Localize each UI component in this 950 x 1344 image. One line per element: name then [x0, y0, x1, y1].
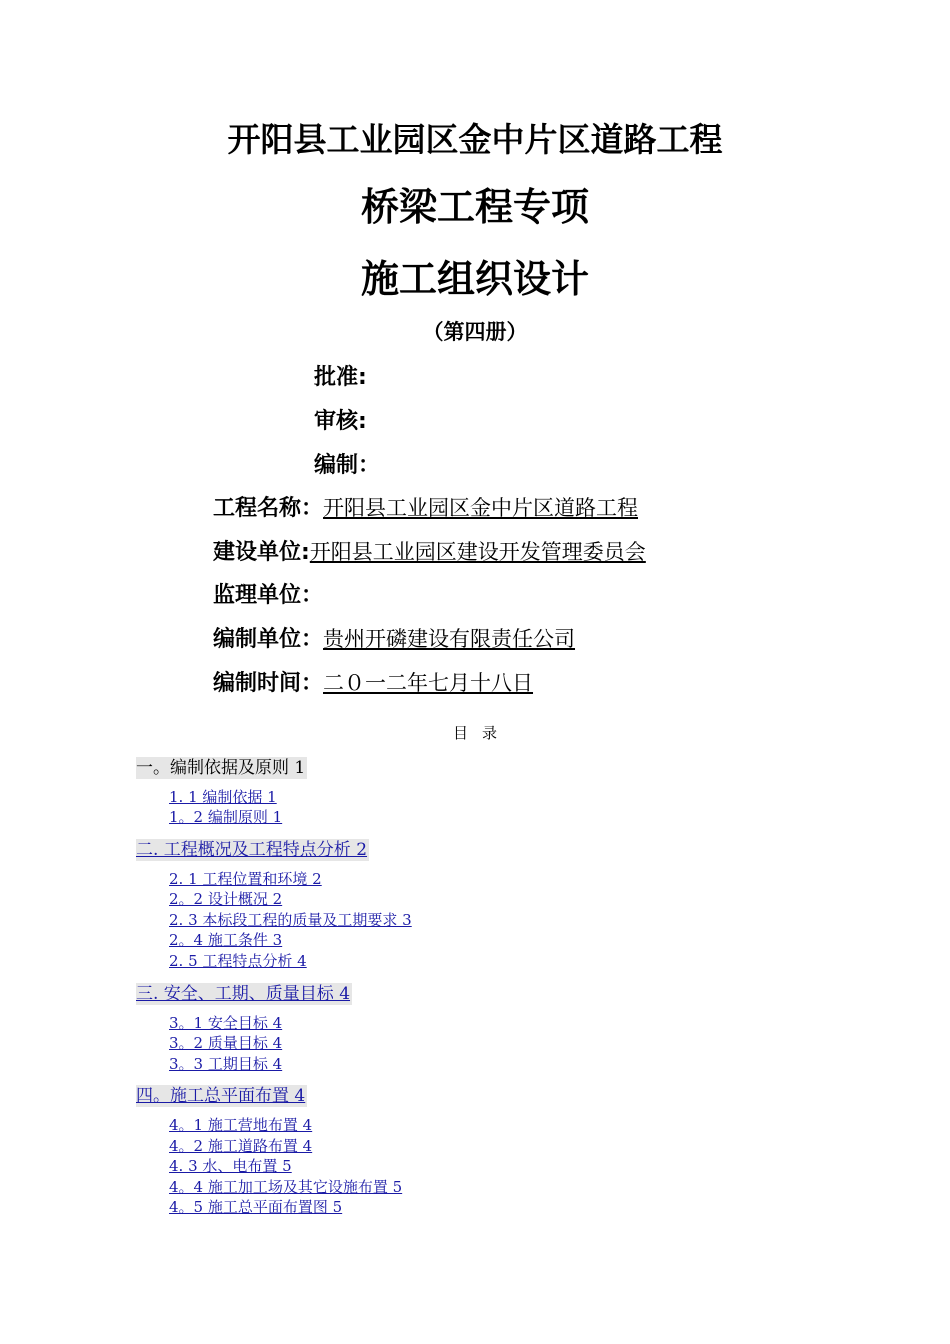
toc-item[interactable]: 1. 1 编制依据 1	[169, 788, 277, 806]
approve-label: 批准:	[314, 365, 367, 390]
toc-item[interactable]: 2。4 施工条件 3	[169, 931, 283, 949]
toc-section-1[interactable]: 一。编制依据及原则 1	[136, 758, 306, 778]
project-title: 开阳县工业园区金中片区道路工程	[227, 120, 723, 159]
review-label: 审核:	[314, 409, 367, 434]
compile-label: 编制：	[314, 453, 381, 478]
toc-title: 目录	[452, 724, 511, 742]
info-value: 开阳县工业园区金中片区道路工程	[323, 496, 639, 520]
toc-item[interactable]: 2. 3 本标段工程的质量及工期要求 3	[169, 911, 412, 929]
info-label: 工程名称：	[213, 496, 324, 521]
toc-item[interactable]: 1。2 编制原则 1	[169, 808, 283, 826]
info-row-supervisor	[213, 578, 323, 609]
toc-item[interactable]: 4。1 施工营地布置 4	[169, 1116, 313, 1134]
toc-item[interactable]: 4。5 施工总平面布置图 5	[169, 1198, 343, 1216]
info-row-project-name	[213, 491, 638, 522]
info-label: 编制时间：	[213, 671, 324, 696]
toc-item[interactable]: 2. 1 工程位置和环境 2	[169, 870, 322, 888]
toc-item[interactable]: 4。2 施工道路布置 4	[169, 1137, 313, 1155]
info-label: 监理单位：	[213, 583, 324, 608]
info-value: 开阳县工业园区建设开发管理委员会	[309, 540, 646, 564]
toc-item[interactable]: 2。2 设计概况 2	[169, 890, 283, 908]
info-value: 贵州开磷建设有限责任公司	[323, 627, 576, 651]
toc-item[interactable]: 4。4 施工加工场及其它设施布置 5	[169, 1178, 403, 1196]
toc-section-2[interactable]: 二. 工程概况及工程特点分析 2	[136, 840, 368, 860]
document-subtitle: 桥梁工程专项	[360, 185, 589, 229]
info-row-owner	[213, 535, 646, 566]
volume-label: （第四册）	[422, 320, 528, 344]
toc-item[interactable]: 3。1 安全目标 4	[169, 1014, 283, 1032]
toc-item[interactable]: 3。2 质量目标 4	[169, 1034, 283, 1052]
toc-item[interactable]: 3。3 工期目标 4	[169, 1055, 283, 1073]
document-type-title: 施工组织设计	[360, 257, 589, 301]
toc-section-3[interactable]: 三. 安全、工期、质量目标 4	[136, 984, 351, 1004]
toc-item[interactable]: 2. 5 工程特点分析 4	[169, 952, 307, 970]
info-label: 编制单位：	[213, 627, 324, 652]
info-row-compiler-unit	[213, 622, 575, 653]
toc-section-4[interactable]: 四。施工总平面布置 4	[136, 1086, 306, 1106]
info-label: 建设单位:	[213, 540, 310, 565]
info-row-compile-date	[213, 666, 533, 697]
info-value: 二０一二年七月十八日	[323, 671, 534, 695]
toc-item[interactable]: 4. 3 水、电布置 5	[169, 1157, 292, 1175]
